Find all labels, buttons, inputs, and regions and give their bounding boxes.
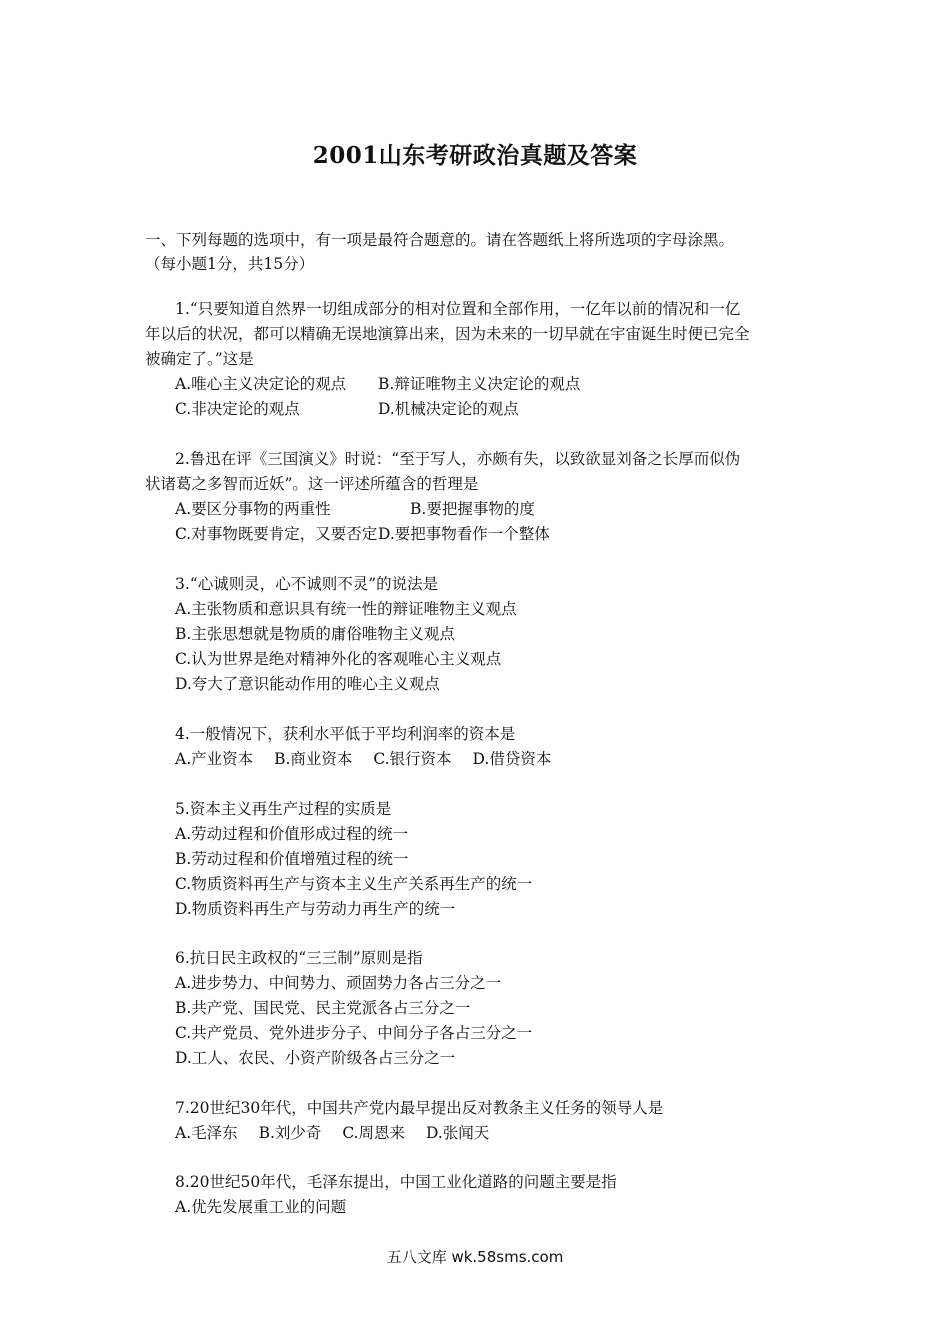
option-c: C.周恩来 [342,1124,406,1142]
option-c: C.对事物既要肯定，又要否定 [175,525,378,543]
option-row [145,372,815,397]
option-a: A.毛泽东 [175,1124,238,1142]
question-4 [145,722,845,772]
option-b: B.劳动过程和价值增殖过程的统一 [175,850,409,868]
question-stem-line: 年以后的状况，都可以精确无误地演算出来，因为未来的一切早就在宇宙诞生时便已完全 [145,325,750,343]
option-row [145,497,815,522]
question-stem-line: 状诸葛之多智而近妖”。这一评述所蕴含的哲理是 [145,475,479,493]
question-stem-line: 1.“只要知道自然界一切组成部分的相对位置和全部作用，一亿年以前的情况和一亿 [175,300,741,318]
option-d: D.张闻天 [426,1124,490,1142]
option-c: C.非决定论的观点 [175,400,300,418]
question-1 [145,297,815,422]
question-stem: 6.抗日民主政权的“三三制”原则是指 [175,949,423,967]
option-a: A.产业资本 [175,750,254,768]
question-5 [145,797,845,922]
option-a: A.要区分事物的两重性 [175,500,331,518]
option-row [175,747,845,772]
question-6 [145,946,845,1071]
option-d: D.物质资料再生产与劳动力再生产的统一 [175,900,456,918]
option-b: B.商业资本 [274,750,353,768]
question-stem: 4.一般情况下，获利水平低于平均利润率的资本是 [175,725,516,743]
question-3 [145,572,845,697]
option-d: D.借贷资本 [472,750,552,768]
option-c: C.银行资本 [373,750,452,768]
section-scoring-note: （每小题1分，共15分） [145,255,315,273]
option-a: A.主张物质和意识具有统一性的辩证唯物主义观点 [175,600,517,618]
option-d: D.工人、农民、小资产阶级各占三分之一 [175,1049,456,1067]
question-8 [145,1170,845,1220]
option-c: C.共产党员、党外进步分子、中间分子各占三分之一 [175,1024,533,1042]
question-2 [145,447,815,547]
option-a: A.劳动过程和价值形成过程的统一 [175,825,409,843]
option-b: B.刘少奇 [258,1124,322,1142]
question-stem: 8.20世纪50年代，毛泽东提出，中国工业化道路的问题主要是指 [175,1173,617,1191]
question-7 [145,1096,845,1146]
option-row [175,1121,845,1146]
option-a: A.优先发展重工业的问题 [175,1198,347,1216]
option-c: C.物质资料再生产与资本主义生产关系再生产的统一 [175,875,533,893]
option-a: A.唯心主义决定论的观点 [175,375,347,393]
option-b: B.共产党、国民党、民主党派各占三分之一 [175,999,471,1017]
question-stem-line: 2.鲁迅在评《三国演义》时说：“至于写人，亦颇有失，以致欲显刘备之长厚而似伪 [175,450,741,468]
option-row [145,522,815,547]
option-b: B.要把握事物的度 [410,500,535,518]
option-d: D.夸大了意识能动作用的唯心主义观点 [175,675,440,693]
question-stem: 7.20世纪30年代，中国共产党内最早提出反对教条主义任务的领导人是 [175,1099,664,1117]
option-row [145,397,815,422]
option-b: B.主张思想就是物质的庸俗唯物主义观点 [175,625,455,643]
section-instruction: 一、下列每题的选项中，有一项是最符合题意的。请在答题纸上将所选项的字母涂黑。 [145,231,735,249]
question-stem-line: 被确定了。”这是 [145,350,254,368]
footer-watermark: 五八文库 wk.58sms.com [386,1248,564,1266]
option-d: D.要把事物看作一个整体 [378,525,550,543]
section-heading [145,228,815,276]
question-stem: 3.“心诚则灵，心不诚则不灵”的说法是 [175,575,439,593]
option-a: A.进步势力、中间势力、顽固势力各占三分之一 [175,974,502,992]
option-c: C.认为世界是绝对精神外化的客观唯心主义观点 [175,650,502,668]
option-d: D.机械决定论的观点 [378,400,519,418]
page-title: 2001山东考研政治真题及答案 [312,142,638,169]
option-b: B.辩证唯物主义决定论的观点 [378,375,581,393]
question-stem: 5.资本主义再生产过程的实质是 [175,800,392,818]
